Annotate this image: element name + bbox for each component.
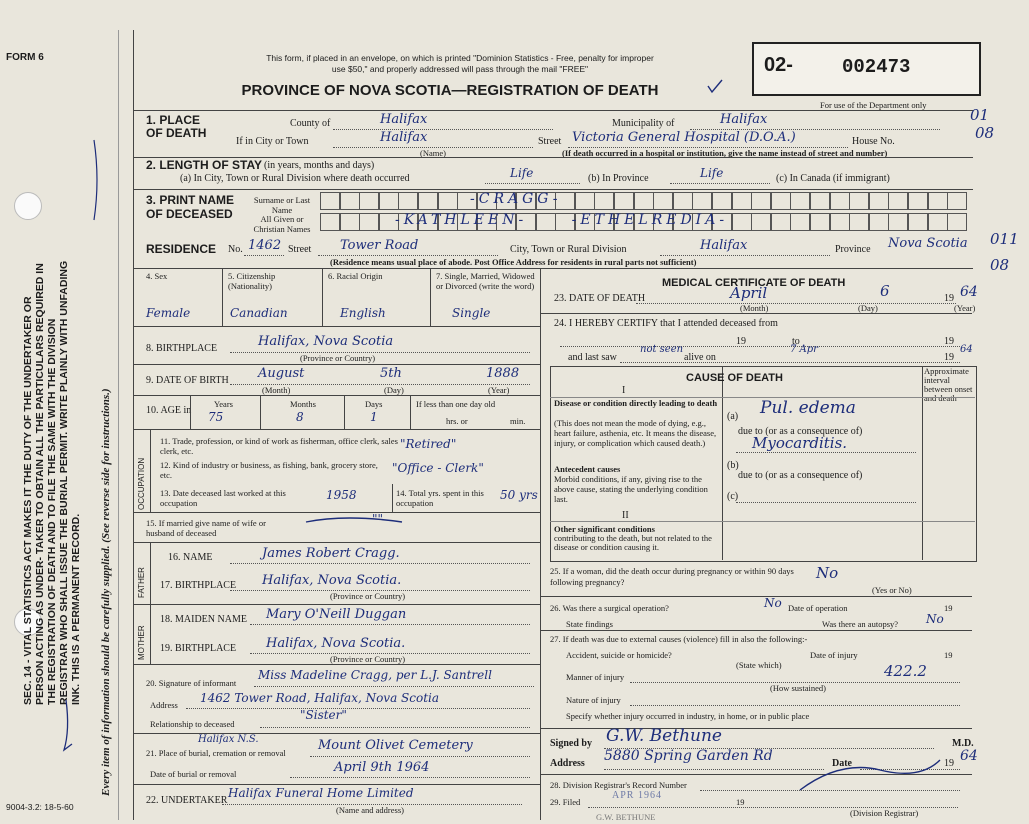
trade-value: "Retired" bbox=[400, 437, 457, 451]
residence-street: Tower Road bbox=[340, 238, 419, 253]
date-op-label: Date of operation bbox=[788, 603, 848, 613]
cause-a-value: Pul. edema bbox=[760, 398, 856, 418]
sex-value: Female bbox=[146, 306, 191, 320]
father-birthplace: Halifax, Nova Scotia. bbox=[262, 573, 402, 588]
age-lt-day-label: If less than one day old bbox=[416, 399, 496, 409]
cause-b-label: (b) bbox=[727, 460, 739, 471]
informant-relationship-label: Relationship to deceased bbox=[150, 719, 235, 729]
birthplace-label: 8. BIRTHPLACE bbox=[146, 343, 218, 354]
last-worked-label: 13. Date deceased last worked at this occupation bbox=[160, 488, 286, 508]
street-label: Street bbox=[538, 136, 562, 147]
industry-label: 12. Kind of industry or business, as fishing, bank, grocery store, etc. bbox=[160, 460, 378, 480]
marital-value: Single bbox=[452, 306, 491, 320]
mother-birthplace-label: 19. BIRTHPLACE bbox=[160, 643, 237, 654]
mother-maiden: Mary O'Neill Duggan bbox=[266, 607, 407, 622]
q25-label: 25. If a woman, did the death occur during pregnancy or within 90 days following pregnancy? bbox=[550, 566, 794, 587]
residence-label: RESIDENCE bbox=[146, 242, 217, 256]
dob-label: 9. DATE OF BIRTH bbox=[146, 375, 229, 386]
stay-label: 2. LENGTH OF STAY bbox=[146, 158, 263, 172]
informant-address: 1462 Tower Road, Halifax, Nova Scotia bbox=[200, 691, 440, 705]
dob-day: 5th bbox=[380, 366, 402, 381]
md-label: M.D. bbox=[952, 738, 974, 749]
mailing-note-1: This form, if placed in an envelope, on which is printed "Dominion Statistics - Free, penalty for improper bbox=[266, 53, 654, 63]
father-side-label: FATHER bbox=[137, 567, 146, 598]
given-value: -KATHLEEN- -ETHELREDIA- bbox=[395, 212, 729, 228]
autopsy-label: Was there an autopsy? bbox=[822, 619, 899, 629]
age-months-label: Months bbox=[290, 399, 316, 409]
municipality-label: Municipality of bbox=[612, 118, 675, 129]
last-worked-value: 1958 bbox=[326, 488, 357, 502]
doctor-address-label: Address bbox=[550, 758, 585, 769]
antecedent-label: Antecedent causes bbox=[554, 464, 621, 474]
mailing-note-2: use $50," and properly addressed will pass through the mail "FREE" bbox=[331, 64, 589, 74]
certify-year-b: 19 bbox=[944, 336, 954, 347]
dob-month-sub: (Month) bbox=[262, 385, 291, 395]
burial-date: April 9th 1964 bbox=[334, 760, 430, 775]
dod-month-sub: (Month) bbox=[740, 303, 769, 313]
residence-city: Halifax bbox=[700, 238, 748, 253]
q26-value: No bbox=[764, 596, 782, 610]
reg-number: 002473 bbox=[842, 56, 911, 78]
city-label: If in City or Town bbox=[236, 136, 309, 147]
dod-day-sub: (Day) bbox=[858, 303, 878, 313]
dod-year-prefix: 19 bbox=[944, 293, 954, 304]
racial-value: English bbox=[340, 306, 386, 320]
city-value: Halifax bbox=[380, 130, 428, 145]
dept-use: For use of the Department only bbox=[820, 100, 927, 110]
margin-pen-stroke bbox=[94, 140, 97, 220]
q25-value: No bbox=[816, 564, 839, 582]
burial-place-prefix: Halifax N.S. bbox=[198, 734, 259, 745]
age-years: 75 bbox=[208, 410, 224, 424]
father-name-label: 16. NAME bbox=[168, 552, 213, 563]
footer-name: G.W. BETHUNE bbox=[596, 812, 656, 822]
state-findings-label: State findings bbox=[566, 619, 613, 629]
stay-city-value: Life bbox=[510, 166, 534, 180]
margin-check-mark bbox=[64, 700, 72, 750]
residence-city-label: City, Town or Rural Division bbox=[510, 244, 627, 255]
how-sustained: (How sustained) bbox=[770, 683, 826, 693]
occupation-side-label: OCCUPATION bbox=[137, 457, 146, 510]
filed-stamp: APR 1964 bbox=[612, 790, 662, 801]
form-code: 9004-3.2: 18-5-60 bbox=[6, 802, 74, 812]
medical-title: MEDICAL CERTIFICATE OF DEATH bbox=[662, 277, 846, 289]
interval-label: Approximate interval between onset and death bbox=[924, 366, 973, 403]
q28-label: 28. Division Registrar's Record Number bbox=[550, 780, 687, 790]
burial-date-label: Date of burial or removal bbox=[150, 769, 237, 779]
state-which: (State which) bbox=[736, 660, 782, 670]
undertaker-label: 22. UNDERTAKER bbox=[146, 795, 228, 806]
stay-province-value: Life bbox=[700, 166, 724, 180]
city-name-sub: (Name) bbox=[420, 148, 446, 158]
alive-on-value: 7 Apr bbox=[790, 344, 818, 355]
municipality-value: Halifax bbox=[720, 112, 768, 127]
county-label: County of bbox=[290, 118, 331, 129]
years-spent-value: 50 yrs bbox=[500, 488, 538, 502]
dob-year: 1888 bbox=[486, 366, 520, 381]
roman-2: II bbox=[622, 510, 629, 521]
doctor-address: 5880 Spring Garden Rd bbox=[604, 748, 773, 764]
marital-label: 7. Single, Married, Widowed or Divorced (write the word) bbox=[436, 271, 535, 291]
margin-code-3: 011 bbox=[990, 230, 1019, 248]
autopsy-value: No bbox=[926, 612, 944, 626]
spouse-dash-stroke bbox=[306, 518, 402, 522]
date-injury-label: Date of injury bbox=[810, 650, 858, 660]
house-label: House No. bbox=[852, 136, 895, 147]
cause-c-label: (c) bbox=[727, 491, 739, 502]
other-note: contributing to the death, but not related to the disease or condition causing it. bbox=[554, 533, 712, 552]
industry-value: "Office - Clerk" bbox=[392, 461, 484, 475]
cert-date-label: Date bbox=[832, 758, 852, 769]
burial-place: Mount Olivet Cemetery bbox=[318, 738, 473, 753]
birthplace-sub: (Province or Country) bbox=[300, 353, 376, 363]
q29-label: 29. Filed bbox=[550, 797, 581, 807]
q26-label: 26. Was there a surgical operation? bbox=[550, 603, 669, 613]
signed-label: Signed by bbox=[550, 738, 592, 749]
last-saw-label: and last saw bbox=[568, 352, 617, 363]
age-years-label: Years bbox=[214, 399, 233, 409]
certify-year-a: 19 bbox=[736, 336, 746, 347]
registrar-sub: (Division Registrar) bbox=[850, 808, 919, 818]
stay-sub: (in years, months and days) bbox=[264, 160, 375, 171]
citizenship-label: 5. Citizenship (Nationality) bbox=[228, 271, 276, 291]
reg-prefix: 02- bbox=[764, 54, 793, 76]
spouse-value: "" bbox=[372, 512, 384, 526]
disease-note: (This does not mean the mode of dying, e.g., heart failure, asthenia, etc. It means the disease, injury, or complication which caused death.) bbox=[554, 418, 717, 448]
side-instructions: Every item of information should be carefully supplied. (See reverse side for instructions.) bbox=[100, 388, 112, 796]
other-label: Other significant conditions bbox=[554, 524, 655, 534]
father-name: James Robert Cragg. bbox=[262, 546, 400, 561]
date-op-year: 19 bbox=[944, 603, 953, 613]
cert-date-year: 64 bbox=[960, 748, 978, 764]
age-label: 10. AGE in bbox=[146, 405, 192, 416]
date-injury-year: 19 bbox=[944, 650, 953, 660]
dod-day: 6 bbox=[880, 282, 890, 300]
dod-year-sub: (Year) bbox=[954, 303, 976, 313]
informant-sig: Miss Madeline Cragg, per L.J. Santrell bbox=[258, 668, 492, 682]
residence-no: 1462 bbox=[248, 238, 282, 253]
residence-note: (Residence means usual place of abode. Post Office Address for residents in rural parts not sufficient) bbox=[330, 257, 697, 267]
age-months: 8 bbox=[296, 410, 304, 424]
mother-side-label: MOTHER bbox=[137, 625, 146, 660]
age-hrs-label: hrs. or bbox=[446, 416, 468, 426]
check-mark-title bbox=[708, 80, 722, 92]
stay-city-label: (a) In City, Town or Rural Division where death occurred bbox=[180, 173, 410, 184]
age-days-label: Days bbox=[365, 399, 383, 409]
stay-province-label: (b) In Province bbox=[588, 173, 649, 184]
mother-maiden-label: 18. MAIDEN NAME bbox=[160, 614, 247, 625]
manner-label: Manner of injury bbox=[566, 672, 625, 682]
father-birthplace-sub: (Province or Country) bbox=[330, 591, 406, 601]
residence-no-label: No. bbox=[228, 244, 243, 255]
signed-value: G.W. Bethune bbox=[606, 726, 722, 746]
form-title: PROVINCE OF NOVA SCOTIA—REGISTRATION OF DEATH bbox=[241, 82, 659, 99]
form-label: FORM 6 bbox=[6, 52, 44, 63]
burial-place-label: 21. Place of burial, cremation or removal bbox=[146, 748, 286, 758]
racial-label: 6. Racial Origin bbox=[328, 271, 383, 281]
due-to-b-label: due to (or as a consequence of) bbox=[738, 470, 863, 481]
residence-street-label: Street bbox=[288, 244, 312, 255]
informant-relationship: "Sister" bbox=[300, 708, 347, 722]
disease-label: Disease or condition directly leading to death bbox=[554, 398, 718, 408]
dod-month: April bbox=[730, 284, 768, 302]
given-label: All Given or Christian Names bbox=[253, 214, 311, 234]
cause-a-label: (a) bbox=[727, 411, 739, 422]
trade-label: 11. Trade, profession, or kind of work as fisherman, office clerk, sales clerk, etc. bbox=[160, 436, 398, 456]
dob-day-sub: (Day) bbox=[384, 385, 404, 395]
registrar-signature bbox=[800, 760, 940, 790]
citizenship-value: Canadian bbox=[230, 306, 288, 320]
age-days: 1 bbox=[370, 410, 378, 424]
alive-on-label: alive on bbox=[684, 352, 716, 363]
hospital-note: (If death occurred in a hospital or institution, give the name instead of street and number) bbox=[562, 148, 888, 158]
margin-code-2: 08 bbox=[975, 124, 995, 142]
margin-code-4: 08 bbox=[990, 256, 1010, 274]
street-value: Victoria General Hospital (D.O.A.) bbox=[572, 130, 796, 145]
father-birthplace-label: 17. BIRTHPLACE bbox=[160, 580, 237, 591]
undertaker-sub: (Name and address) bbox=[336, 805, 404, 815]
residence-province-label: Province bbox=[835, 244, 871, 255]
last-saw-value: not seen bbox=[640, 344, 684, 355]
due-to-a-label: due to (or as a consequence of) bbox=[738, 426, 863, 437]
certify-label: 24. I HEREBY CERTIFY that I attended deceased from bbox=[554, 318, 778, 329]
cert-date-year-prefix: 19 bbox=[944, 758, 954, 769]
q29-year: 19 bbox=[736, 797, 745, 807]
specify-label: Specify whether injury occurred in industry, in home, or in public place bbox=[566, 711, 810, 721]
mother-birthplace: Halifax, Nova Scotia. bbox=[266, 636, 406, 651]
dod-year: 64 bbox=[960, 284, 978, 300]
last-saw-year-prefix: 19 bbox=[944, 352, 954, 363]
due-to-a-value: Myocarditis. bbox=[752, 434, 848, 452]
dob-month: August bbox=[258, 366, 305, 381]
dod-label: 23. DATE OF DEATH bbox=[554, 293, 646, 304]
accident-label: Accident, suicide or homicide? bbox=[566, 650, 672, 660]
manner-value: 422.2 bbox=[884, 662, 927, 680]
county-value: Halifax bbox=[380, 112, 428, 127]
last-saw-year: 64 bbox=[960, 344, 973, 355]
roman-1: I bbox=[622, 385, 626, 396]
sex-label: 4. Sex bbox=[146, 271, 168, 281]
antecedent-note: Morbid conditions, if any, giving rise to the above cause, stating the underlying condition last. bbox=[554, 474, 708, 504]
surname-label: Surname or Last Name bbox=[253, 195, 311, 215]
place-label: 1. PLACE OF DEATH bbox=[146, 113, 207, 140]
age-min-label: min. bbox=[510, 416, 526, 426]
spouse-label: 15. If married give name of wife or husband of deceased bbox=[146, 518, 266, 538]
informant-sig-label: 20. Signature of informant bbox=[146, 678, 237, 688]
years-spent-label: 14. Total yrs. spent in this occupation bbox=[396, 488, 484, 508]
nature-label: Nature of injury bbox=[566, 695, 621, 705]
dob-year-sub: (Year) bbox=[488, 385, 510, 395]
certify-to-label: to bbox=[792, 336, 800, 347]
mother-birthplace-sub: (Province or Country) bbox=[330, 654, 406, 664]
stay-canada-label: (c) In Canada (if immigrant) bbox=[776, 173, 890, 184]
margin-code-1: 01 bbox=[970, 106, 990, 124]
informant-address-label: Address bbox=[150, 700, 178, 710]
side-statute: SEC. 14 - VITAL STATISTICS ACT MAKES IT THE DUTY OF THE UNDERTAKER OR PERSON ACTING AS UNDER- TAKER TO OBTAIN ALL THE PARTICULARS REQUIRED IN THE REGISTRATION OF DEATH AND TO FILE THE SAME WITH THE DIVISION REGISTRAR WHO SHALL ISSUE THE BURIAL PERMIT. WRITE PLAINLY WITH UNFADING INK. THIS IS A PERMANENT RECORD. bbox=[22, 260, 82, 705]
residence-province: Nova Scotia bbox=[888, 236, 968, 251]
q27-label: 27. If death was due to external causes (violence) fill in also the following:- bbox=[550, 634, 808, 644]
cause-title: CAUSE OF DEATH bbox=[686, 372, 783, 384]
undertaker-value: Halifax Funeral Home Limited bbox=[228, 786, 414, 800]
q25-sub: (Yes or No) bbox=[872, 585, 912, 595]
name-label: 3. PRINT NAME OF DECEASED bbox=[146, 193, 235, 221]
surname-value: -CRAGG- bbox=[470, 191, 562, 207]
birthplace-value: Halifax, Nova Scotia bbox=[258, 334, 394, 349]
